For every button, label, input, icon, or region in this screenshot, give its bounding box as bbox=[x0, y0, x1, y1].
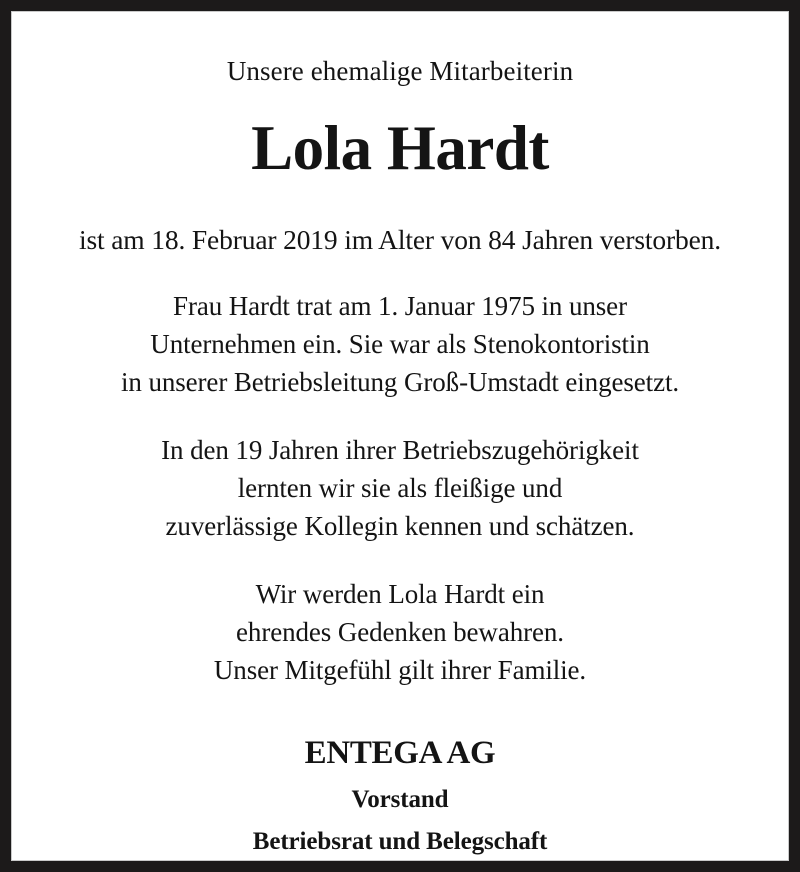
company-name: ENTEGA AG bbox=[304, 734, 496, 771]
paragraph-memorial bbox=[25, 575, 775, 689]
signature-line-works-council: Betriebsrat und Belegschaft bbox=[252, 827, 548, 855]
intro-line: Unsere ehemalige Mitarbeiterin bbox=[226, 56, 574, 86]
signature-block bbox=[25, 734, 775, 855]
paragraph-line: Wir werden Lola Hardt ein bbox=[255, 578, 545, 609]
paragraph-line: lernten wir sie als fleißige und bbox=[237, 472, 563, 503]
paragraph-line: zuverlässige Kollegin kennen und schätzen. bbox=[165, 510, 635, 541]
deceased-name: Lola Hardt bbox=[251, 113, 549, 183]
paragraph-line: in unserer Betriebsleitung Groß-Umstadt eingesetzt. bbox=[121, 366, 679, 397]
paragraph-line: Unternehmen ein. Sie war als Stenokontoristin bbox=[150, 328, 650, 359]
paragraph-employment bbox=[25, 287, 775, 401]
paragraph-tribute bbox=[25, 431, 775, 545]
paragraph-line: Unser Mitgefühl gilt ihrer Familie. bbox=[213, 654, 587, 685]
death-announcement-line: ist am 18. Februar 2019 im Alter von 84 Jahren verstorben. bbox=[78, 224, 721, 255]
paragraph-line: Frau Hardt trat am 1. Januar 1975 in unser bbox=[173, 290, 627, 321]
notice-content bbox=[11, 11, 789, 854]
signature-line-board: Vorstand bbox=[351, 785, 449, 813]
paragraph-line: In den 19 Jahren ihrer Betriebszugehörigkeit bbox=[161, 434, 639, 465]
paragraph-line: ehrendes Gedenken bewahren. bbox=[236, 616, 564, 647]
